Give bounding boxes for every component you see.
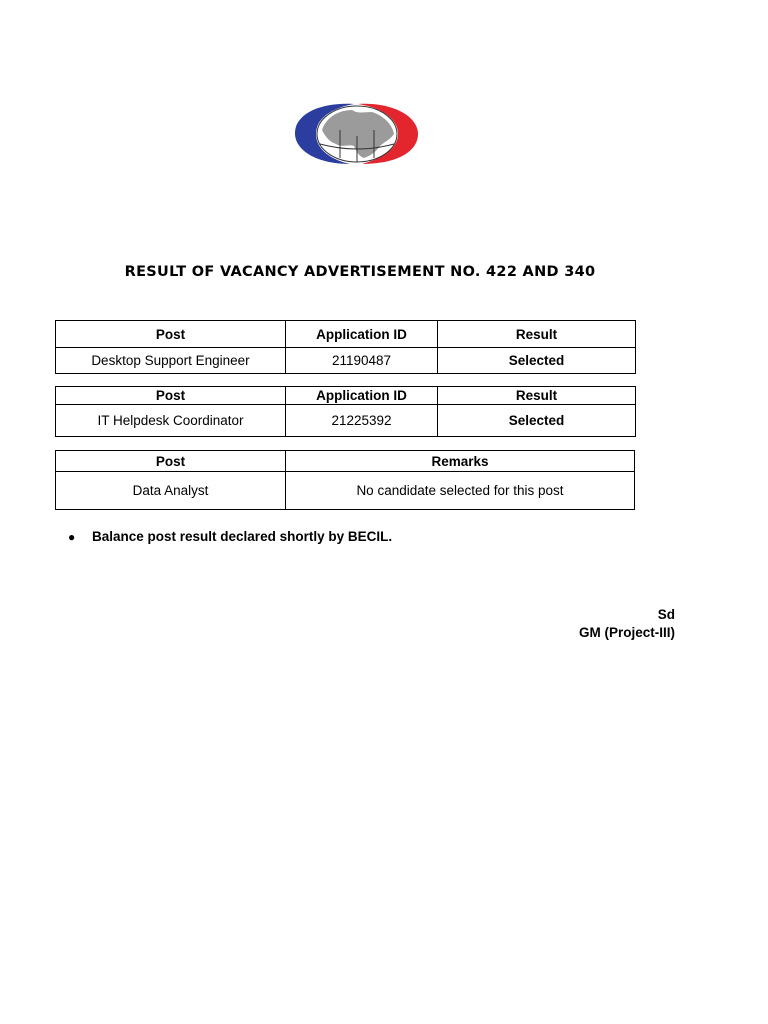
- header-application-id: Application ID: [286, 321, 438, 348]
- cell-post: IT Helpdesk Coordinator: [56, 405, 286, 437]
- cell-application-id: 21225392: [286, 405, 438, 437]
- globe-logo-icon: [292, 100, 420, 168]
- header-post: Post: [56, 451, 286, 472]
- note-text: Balance post result declared shortly by BECIL.: [92, 529, 393, 544]
- result-table-1: [55, 320, 636, 374]
- cell-post: Desktop Support Engineer: [56, 348, 286, 374]
- table-row: [56, 472, 635, 510]
- cell-result: Selected: [438, 405, 636, 437]
- header-result: Result: [438, 321, 636, 348]
- result-table-2: [55, 386, 636, 437]
- bullet-icon: ●: [68, 530, 76, 544]
- signature-designation: GM (Project-III): [578, 625, 675, 640]
- page-title: RESULT OF VACANCY ADVERTISEMENT NO. 422 AND 340: [124, 264, 596, 280]
- table-header-row: [56, 321, 636, 348]
- cell-remarks: No candidate selected for this post: [286, 472, 635, 510]
- header-result: Result: [438, 387, 636, 405]
- result-table-3: [55, 450, 635, 510]
- note-bullet-item: [68, 529, 392, 544]
- signature-sd: Sd: [657, 607, 675, 622]
- table-header-row: [56, 451, 635, 472]
- table-header-row: [56, 387, 636, 405]
- cell-post: Data Analyst: [56, 472, 286, 510]
- table-row: [56, 405, 636, 437]
- cell-application-id: 21190487: [286, 348, 438, 374]
- header-post: Post: [56, 387, 286, 405]
- header-remarks: Remarks: [286, 451, 635, 472]
- header-post: Post: [56, 321, 286, 348]
- signature-block: [579, 606, 675, 642]
- cell-result: Selected: [438, 348, 636, 374]
- header-application-id: Application ID: [286, 387, 438, 405]
- table-row: [56, 348, 636, 374]
